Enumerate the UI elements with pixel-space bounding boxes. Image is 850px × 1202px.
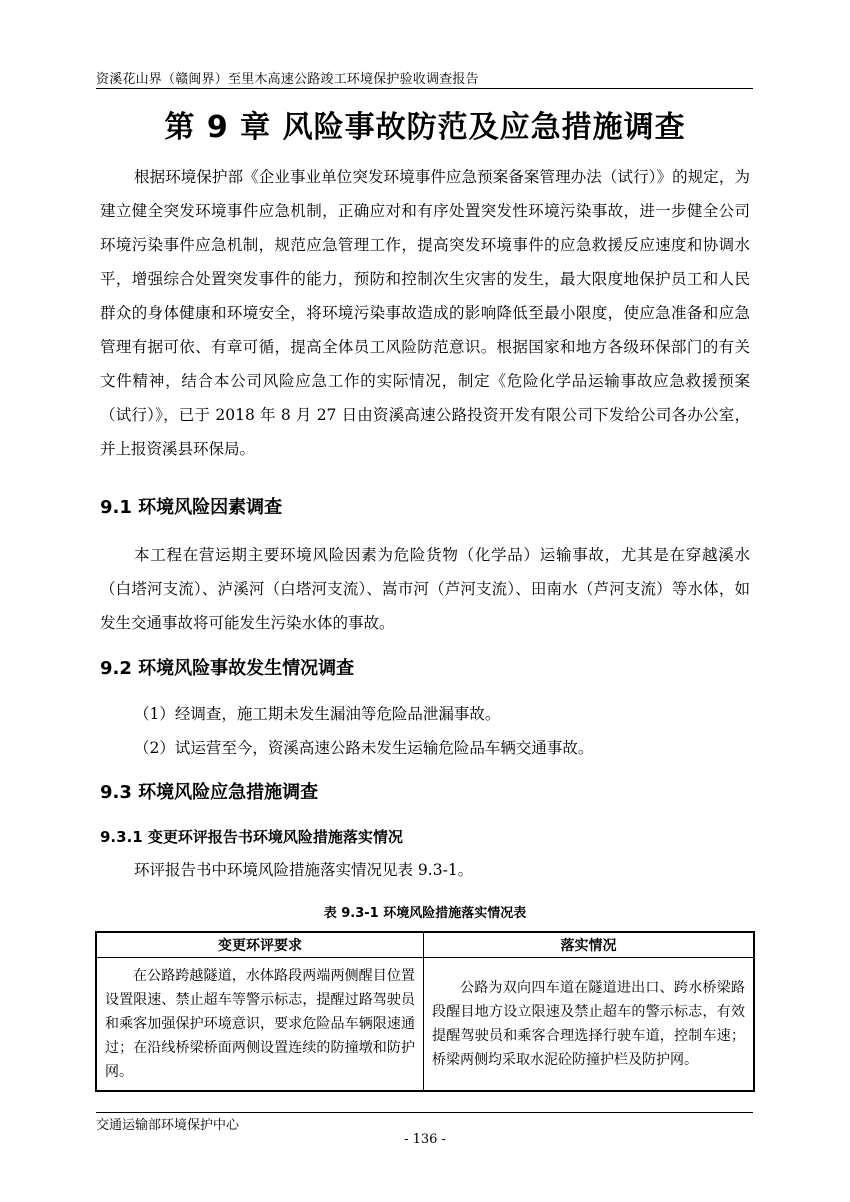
intro-paragraph: 根据环境保护部《企业事业单位突发环境事件应急预案备案管理办法（试行）》的规定，为建立健全突发环境事件应急机制，正确应对和有序处置突发性环境污染事故，进一步健全公司环境污染事件应急机制，规范应急管理工作，提高突发环境事件的应急救援反应速度和协调水平，增强综合处置突发事件的能力，预防和控制次生灾害的发生，最大限度地保护员工和人民群众的身体健康和环境安全，将环境污染事故造成的影响降低至最小限度，使应急准备和应急管理有据可依、有章可循，提高全体员工风险防范意识。根据国家和地方各级环保部门的有关文件精神，结合本公司风险应急工作的实际情况，制定《危险化学品运输事故应急救援预案（试行）》，已于 2018 年 8 月 27 日由资溪高速公路投资开发有限公司下发给公司各办公室，并上报资溪县环保局。 xyxy=(100,168,750,458)
table-caption: 表 9.3-1 环境风险措施落实情况表 xyxy=(323,906,527,921)
section-9-3-1-body xyxy=(100,853,750,887)
footer-divider xyxy=(96,1112,753,1113)
page-number: - 136 - xyxy=(404,1132,446,1147)
column-header: 落实情况 xyxy=(424,932,755,958)
footer-organization: 交通运输部环境保护中心 xyxy=(96,1118,240,1133)
section-9-2-item: （2）试运营至今，资溪高速公路未发生运输危险品车辆交通事故。 xyxy=(134,739,594,757)
section-9-1-paragraph: 本工程在营运期主要环境风险因素为危险货物（化学品）运输事故，尤其是在穿越溪水（白塔河支流）、泸溪河（白塔河支流）、嵩市河（芦河支流）、田南水（芦河支流）等水体，如发生交通事故将可能发生污染水体的事故。 xyxy=(100,546,750,632)
section-9-3-1-heading: 9.3.1 变更环评报告书环境风险措施落实情况 xyxy=(100,828,403,846)
chapter-title: 第 9 章 风险事故防范及应急措施调查 xyxy=(164,110,686,145)
section-9-1-body xyxy=(100,538,750,640)
table-row xyxy=(96,958,754,1092)
section-9-2-heading: 9.2 环境风险事故发生情况调查 xyxy=(100,658,355,679)
section-9-3-heading: 9.3 环境风险应急措施调查 xyxy=(100,782,319,803)
risk-measures-table xyxy=(95,931,755,1092)
table-header-row xyxy=(96,932,754,958)
section-9-1-heading: 9.1 环境风险因素调查 xyxy=(100,497,283,518)
header-divider xyxy=(96,88,753,89)
section-9-3-1-paragraph: 环评报告书中环境风险措施落实情况见表 9.3-1。 xyxy=(134,861,474,879)
column-header: 变更环评要求 xyxy=(96,932,424,958)
section-9-2-item: （1）经调查，施工期未发生漏油等危险品泄漏事故。 xyxy=(134,705,501,723)
table-cell xyxy=(424,958,755,1092)
chapter-intro xyxy=(100,160,750,466)
implementation-text: 公路为双向四车道在隧道进出口、跨水桥梁路段醒目地方设立限速及禁止超车的警示标志，有效提醒驾驶员和乘客合理选择行驶车道，控制车速；桥梁两侧均采取水泥砼防撞护栏及防护网。 xyxy=(432,980,745,1068)
section-9-2-body xyxy=(100,697,750,765)
requirement-text: 在公路跨越隧道，水体路段两端两侧醒目位置设置限速、禁止超车等警示标志，提醒过路驾驶员和乘客加强保护环境意识，要求危险品车辆限速通过；在沿线桥梁桥面两侧设置连续的防撞墩和防护网。 xyxy=(105,968,415,1080)
running-header: 资溪花山界（赣闽界）至里木高速公路竣工环境保护验收调查报告 xyxy=(96,72,479,87)
table-cell xyxy=(96,958,424,1092)
